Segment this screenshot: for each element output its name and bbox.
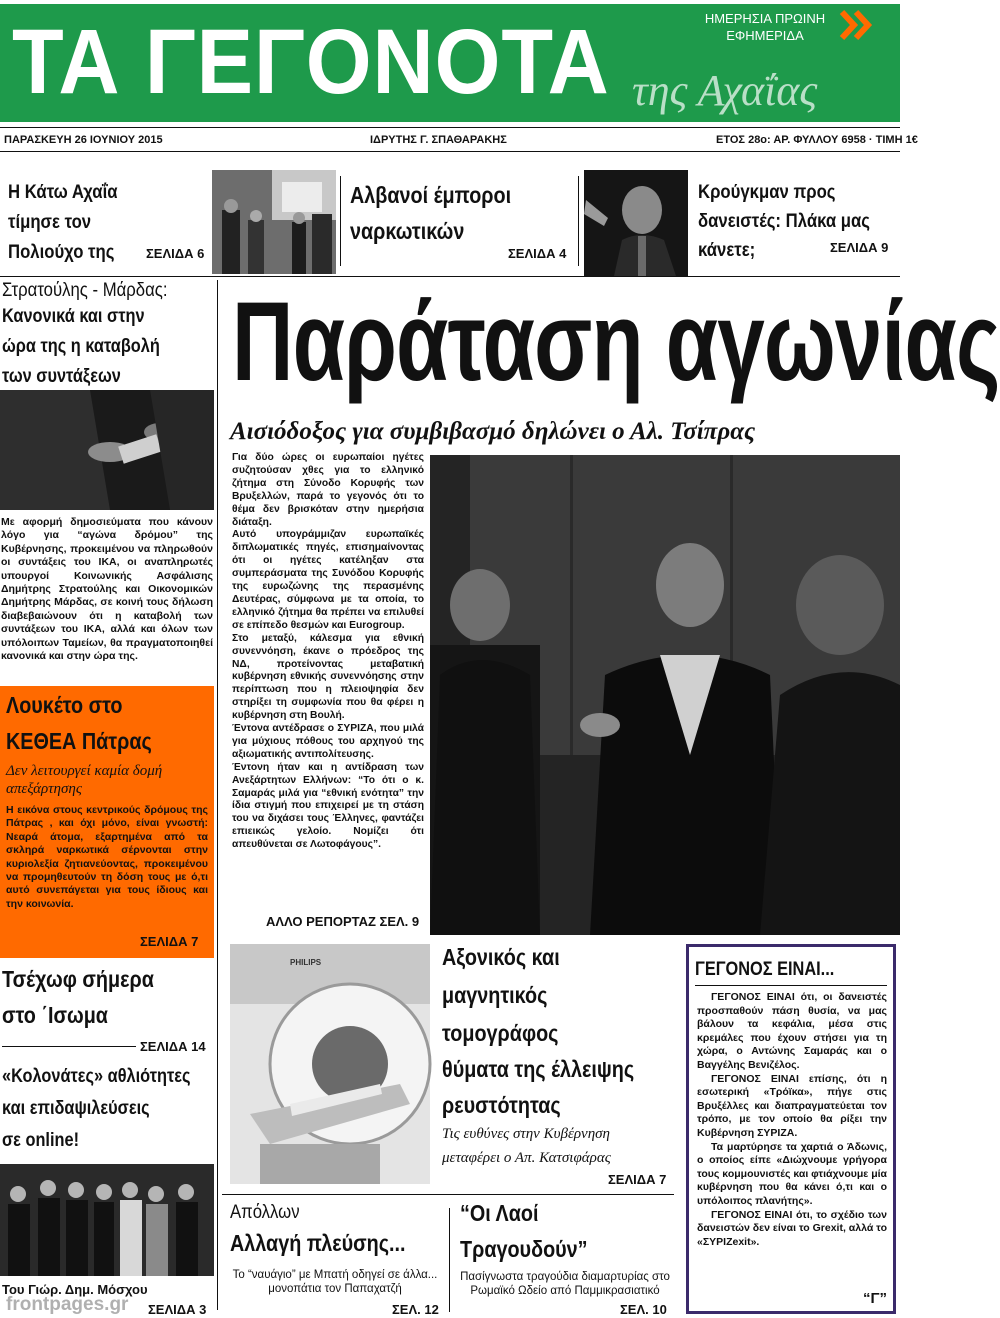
double-chevron-icon [838,8,874,42]
gegonos-paragraph: Τα μαρτύρησε τα χαρτιά ο Άδωνις, ο οποίος είπε «Διώχνουμε γρήγορα τους κομμουνιστές και φτιάχνουμε μία κυβέρνηση που θα κάνει ό,τι και ο υπόλοιπος πλανήτης». [697,1140,887,1207]
chekhov-title-line: στο ΄Ισωμα [2,1002,108,1028]
tomograph-title-line: μαγνητικός [442,982,548,1008]
columns-title-line: και επιδαψιλεύσεις [2,1098,150,1119]
main-body [232,452,424,852]
teaser-divider [578,176,579,266]
tagline-line-2: ΕΦΗΜΕΡΙΔΑ [726,28,804,43]
kethea-box[interactable] [0,686,214,958]
teaser-krugman[interactable] [692,170,900,270]
kethea-title-line: ΚΕΘΕΑ Πάτρας [6,728,152,754]
kethea-title-line: Λουκέτο στο [6,692,123,718]
chekhov-title-line: Τσέχωφ σήμερα [2,966,154,992]
gegonos-paragraph: ΓΕΓΟΝΟΣ ΕΙΝΑΙ ότι, το σχέδιο των δανειστών δεν είναι το Grexit, αλλά το «ΣΥΡΙΖexit». [697,1208,887,1248]
bottom-divider [449,1208,450,1312]
teaser-title-line: ναρκωτικών [350,218,465,244]
columns-title-line: «Κολονάτες» αθλιότητες [2,1066,191,1087]
laoi-title-line: Τραγουδούν” [460,1236,588,1262]
laoi-body: Πασίγνωστα τραγούδια διαμαρτυρίας στο Ρωμαϊκό Ωδείο από Παμμικρασιατικό [460,1271,670,1297]
teaser-title-line: κάνετε; [698,240,756,261]
apollon-kicker: Απόλλων [230,1202,300,1223]
krugman-photo [584,170,688,276]
tagline-line-1: ΗΜΕΡΗΣΙΑ ΠΡΩΙΝΗ [704,11,826,26]
columns-article[interactable] [0,1062,214,1162]
main-paragraph: Αυτό υπογράμμιζαν ευρωπαϊκές διπλωματικές πηγές, επισημαίνοντας ότι οι ηγέτες κατέληξαν στα συμπεράσματα της Συνόδου Κορυφής της ευρωζώνης της περασμένης Δευτέρας, σύμφωνα με τα οποία, το ελληνικό ζήτημα θα πρέπει να επιλυθεί σε επίπεδο θεσμών και Eurogroup. [232,529,424,631]
tomograph-title-line: ρευστότητας [442,1092,561,1118]
teaser-page-ref: ΣΕΛΙΔΑ 9 [830,240,889,255]
tomograph-title-line: τομογράφος [442,1020,559,1046]
apollon-page-ref: ΣΕΛ. 12 [392,1302,439,1317]
issue-label: ΕΤΟΣ 28ο: ΑΡ. ΦΥΛΛΟΥ 6958 · ΤΙΜΗ 1€ [716,134,918,146]
masthead-subtitle: της Αχαΐας [632,66,818,115]
hands-money-photo [0,390,214,510]
teaser-title-line: Η Κάτω Αχαΐα [8,182,118,203]
kethea-page-ref: ΣΕΛΙΔΑ 7 [140,934,199,949]
laoi-article[interactable] [454,1198,674,1318]
frontpages-watermark: frontpages.gr [6,1294,129,1315]
teaser-title-line: δανειστές: Πλάκα μας [698,211,870,232]
gegonos-title: ΓΕΓΟΝΟΣ ΕΙΝΑΙ... [695,959,835,980]
teaser-page-ref: ΣΕΛΙΔΑ 4 [508,246,567,261]
tomograph-subtitle-line: μεταφέρει ο Απ. Κατσιφάρας [442,1150,611,1166]
main-headline: Παράταση αγωνίας [232,279,1000,404]
laoi-page-ref: ΣΕΛ. 10 [620,1302,667,1317]
church-photo [212,170,336,274]
left-column-rule [217,280,218,1310]
gegonos-signature: “Γ” [862,1290,887,1307]
gegonos-paragraph: ΓΕΓΟΝΟΣ ΕΙΝΑΙ επίσης, ότι η εσωτερική «Τρόϊκα», πήγε στις Βρυξέλλες και διαπραγματεύεται τον τρόπο, με τον οποίο θα ρίξει την Κυβέρνηση ΣΥΡΙΖΑ. [697,1072,887,1139]
main-paragraph: Στο μεταξύ, κάλεσμα για εθνική συνεννόηση, έκανε ο πρόεδρος της ΝΔ, προτείνοντας μεταβατική κυβέρνηση εθνικής συνεννόησης στην περίπτωση που η πλειοψηφία δεν στηρίξει τη συμφωνία που θα φέρει η κυβέρνηση στη Βουλή. [232,632,424,722]
moschou-caption: Του Γιώρ. Δημ. Μόσχου [2,1282,148,1297]
tomograph-article[interactable] [440,944,672,1190]
date-bar-bottom-rule [0,151,900,152]
laoi-title-line: “Οι Λαοί [460,1200,539,1226]
apollon-article[interactable] [224,1198,444,1318]
gegonos-paragraph: ΓΕΓΟΝΟΣ ΕΙΝΑΙ ότι, οι δανειστές προσπαθούν πάση θυσία, να μας βάλουν τα κεφάλια, μέσα στις κρεμάλες που έχουν στήσει για τη χώρα, ο Αντώνης Σαμαράς και ο Βαγγέλης Βενιζέλος. [697,991,887,1071]
apollon-title: Αλλαγή πλεύσης... [230,1230,406,1256]
kethea-subtitle: Δεν λειτουργεί καμία δομή απεξάρτησης [6,763,163,797]
teaser-kato-achaia[interactable] [0,170,212,270]
pensions-title-line: των συντάξεων [2,366,121,387]
bottom-section-rule [222,1194,674,1195]
tomograph-title-line: θύματα της έλλειψης [442,1056,635,1082]
founder-label: ΙΔΡΥΤΗΣ Γ. ΣΠΑΘΑΡΑΚΗΣ [370,134,507,146]
tsipras-photo [430,455,900,935]
top-strip-bottom-rule [0,276,900,277]
main-paragraph: Έντονα αντέδρασε ο ΣΥΡΙΖΑ, που μιλά για μύχιους πόθους του αρχηγού της αξιωματικής αντιπολίτευσης. [232,723,424,760]
date-bar-top-rule [0,127,900,128]
date-label: ΠΑΡΑΣΚΕΥΗ 26 ΙΟΥΝΙΟΥ 2015 [4,134,163,146]
main-more-link[interactable]: ΑΛΛΟ ΡΕΠΟΡΤΑΖ ΣΕΛ. 9 [266,914,420,929]
main-subhead: Αισιόδοξος για συμβιβασμό δηλώνει ο Αλ. Τσίπρας [230,418,756,445]
gegonos-box [686,944,896,1314]
tomograph-subtitle-line: Τις ευθύνες στην Κυβέρνηση [442,1126,610,1142]
teaser-title-line: Αλβανοί έμποροι [350,182,512,208]
teaser-albanians[interactable] [342,170,578,270]
pensions-body: Με αφορμή δημοσιεύματα που κάνουν λόγο για “αγώνα δρόμου” της Κυβέρνησης, προκειμένου να πληρωθούν οι συντάξεις του ΙΚΑ, οι αναπληρωτές υπουργοί Κοινωνικής Ασφάλισης Δημήτρης Στρατούλης και Οικονομικών Δημήτρης Μάρδας, σε κοινή τους δήλωση διαβεβαιώνουν ότι η καταβολή των συντάξεων του ΙΚΑ, αλλά και όλων των υπόλοιπων Ταμείων, θα πραγματοποιηθεί κανονικά και στην ώρα της. [1,516,213,663]
gegonos-body [697,991,887,1249]
kethea-body: Η εικόνα στους κεντρικούς δρόμους της Πάτρας , και όχι μόνο, είναι γνωστή: Νεαρά άτομα, εξαρτημένα από τα σκληρά ναρκωτικά σέρνονται στην κυριολεξία ζητιανεύοντας, προκειμένου να προμηθευτούν τη δόση τους με ό,τι αυτό συνεπάγεται για τους ίδιους και την κοινωνία. [6,804,208,910]
masthead-tagline [690,10,840,44]
masthead-title: ΤΑ ΓΕΓΟΝΟΤΑ [12,11,610,113]
tomograph-page-ref: ΣΕΛΙΔΑ 7 [608,1172,667,1187]
teaser-title-line: τίμησε τον [8,212,92,233]
pensions-title-line: ώρα της η καταβολή [2,336,160,357]
tomograph-title-line: Αξονικός και [442,944,560,970]
group-photo [0,1164,214,1276]
gegonos-rule [695,985,887,986]
ct-scanner-brand: PHILIPS [290,958,322,967]
apollon-body: Το “ναυάγιο” με Μπατή οδηγεί σε άλλα... μονοπάτια τον Παπαχατζή [232,1269,438,1295]
main-paragraph: Για δύο ώρες οι ευρωπαίοι ηγέτες συζητούσαν χθες για το ελληνικό ζήτημα στη Σύνοδο Κορυφής των Βρυξελλών, παρά το γεγονός ότι το θέμα δεν βρισκόταν στην ημερήσια διάταξη. [232,452,424,528]
chekhov-article[interactable] [0,962,214,1058]
teaser-title-line: Πολιούχο της [8,242,115,263]
columns-title-line: σε online! [2,1130,80,1151]
chekhov-page-ref: ΣΕΛΙΔΑ 14 [140,1039,206,1054]
teaser-divider [340,176,341,266]
pensions-kicker: Στρατούλης - Μάρδας: [2,280,168,301]
chekhov-rule [2,1046,136,1047]
teaser-title-line: Κρούγκμαν προς [698,182,836,203]
pensions-title-line: Κανονικά και στην [2,306,145,327]
teaser-page-ref: ΣΕΛΙΔΑ 6 [146,246,205,261]
moschou-page-ref: ΣΕΛΙΔΑ 3 [148,1302,207,1317]
main-paragraph: Έντονη ήταν και η αντίδραση των Ανεξάρτητων Ελλήνων: “Το ότι ο κ. Σαμαράς μιλά για “εθνική ενότητα” την ίδια στιγμή που επιχειρεί με τη στάση του να διχάσει τους Έλληνες, φαντάζει επιεικώς γελοίο. Νομίζει ότι απευθύνεται σε Λωτοφάγους”. [232,761,424,851]
ct-scanner-photo [230,944,430,1184]
